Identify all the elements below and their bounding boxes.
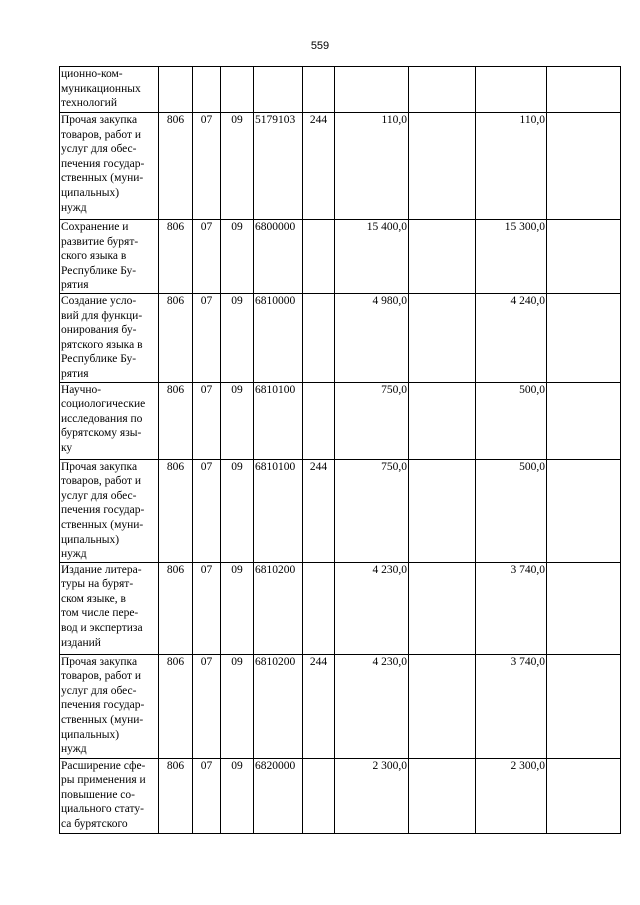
expense-type-cell: 244 — [303, 654, 335, 758]
amount-2-cell: 4 240,0 — [476, 293, 547, 382]
empty-cell — [547, 113, 621, 220]
table-row — [60, 113, 621, 220]
empty-cell — [547, 562, 621, 654]
empty-cell — [409, 562, 476, 654]
empty-cell — [409, 654, 476, 758]
table-row — [60, 758, 621, 833]
amount-2-cell: 110,0 — [476, 113, 547, 220]
amount-1-cell: 4 980,0 — [335, 293, 409, 382]
table-row — [60, 382, 621, 459]
subsection-code-cell: 09 — [221, 562, 254, 654]
empty-cell — [547, 382, 621, 459]
ved-code-cell: 806 — [159, 758, 193, 833]
table-row — [60, 654, 621, 758]
empty-cell — [409, 67, 476, 113]
ved-code-cell — [159, 67, 193, 113]
ved-code-cell: 806 — [159, 654, 193, 758]
amount-2-cell: 3 740,0 — [476, 654, 547, 758]
empty-cell — [409, 293, 476, 382]
empty-cell — [409, 113, 476, 220]
subsection-code-cell — [221, 67, 254, 113]
table-row — [60, 459, 621, 562]
amount-2-cell: 500,0 — [476, 459, 547, 562]
table-row — [60, 293, 621, 382]
target-article-cell: 6800000 — [254, 220, 303, 294]
subsection-code-cell: 09 — [221, 459, 254, 562]
expense-type-cell — [303, 67, 335, 113]
row-name-cell: Создание усло- вий для функци- онирования бу- рятского языка в Республике Бу- рятия — [60, 293, 159, 382]
row-name-cell: Прочая закупка товаров, работ и услуг для обес- печения государ- ственных (муни- ципальных) нужд — [60, 113, 159, 220]
subsection-code-cell: 09 — [221, 113, 254, 220]
empty-cell — [547, 220, 621, 294]
section-code-cell: 07 — [193, 293, 221, 382]
target-article-cell: 6810200 — [254, 654, 303, 758]
row-name-cell: Прочая закупка товаров, работ и услуг для обес- печения государ- ственных (муни- ципальных) нужд — [60, 459, 159, 562]
empty-cell — [409, 220, 476, 294]
expense-type-cell — [303, 220, 335, 294]
ved-code-cell: 806 — [159, 293, 193, 382]
ved-code-cell: 806 — [159, 220, 193, 294]
target-article-cell — [254, 67, 303, 113]
target-article-cell: 6810100 — [254, 459, 303, 562]
amount-1-cell: 4 230,0 — [335, 654, 409, 758]
empty-cell — [409, 459, 476, 562]
amount-2-cell: 3 740,0 — [476, 562, 547, 654]
amount-1-cell: 15 400,0 — [335, 220, 409, 294]
amount-1-cell: 110,0 — [335, 113, 409, 220]
empty-cell — [547, 654, 621, 758]
amount-2-cell — [476, 67, 547, 113]
section-code-cell: 07 — [193, 562, 221, 654]
subsection-code-cell: 09 — [221, 293, 254, 382]
ved-code-cell: 806 — [159, 113, 193, 220]
section-code-cell — [193, 67, 221, 113]
row-name-cell: Сохранение и развитие бурят- ского языка в Республике Бу- рятия — [60, 220, 159, 294]
amount-2-cell: 500,0 — [476, 382, 547, 459]
section-code-cell: 07 — [193, 758, 221, 833]
expense-type-cell: 244 — [303, 113, 335, 220]
target-article-cell: 6810100 — [254, 382, 303, 459]
target-article-cell: 5179103 — [254, 113, 303, 220]
empty-cell — [547, 758, 621, 833]
expense-type-cell: 244 — [303, 459, 335, 562]
subsection-code-cell: 09 — [221, 220, 254, 294]
subsection-code-cell: 09 — [221, 758, 254, 833]
table-body — [60, 67, 621, 834]
row-name-cell: Издание литера- туры на бурят- ском языке, в том числе пере- вод и экспертиза изданий — [60, 562, 159, 654]
section-code-cell: 07 — [193, 654, 221, 758]
section-code-cell: 07 — [193, 113, 221, 220]
amount-1-cell: 750,0 — [335, 382, 409, 459]
amount-2-cell: 15 300,0 — [476, 220, 547, 294]
ved-code-cell: 806 — [159, 459, 193, 562]
expense-type-cell — [303, 562, 335, 654]
empty-cell — [547, 67, 621, 113]
row-name-cell: Научно- социологические исследования по бурятскому язы- ку — [60, 382, 159, 459]
target-article-cell: 6810200 — [254, 562, 303, 654]
target-article-cell: 6820000 — [254, 758, 303, 833]
row-name-cell: ционно-ком- муникационных технологий — [60, 67, 159, 113]
empty-cell — [547, 459, 621, 562]
section-code-cell: 07 — [193, 382, 221, 459]
expense-type-cell — [303, 382, 335, 459]
subsection-code-cell: 09 — [221, 654, 254, 758]
amount-1-cell — [335, 67, 409, 113]
subsection-code-cell: 09 — [221, 382, 254, 459]
table-row — [60, 67, 621, 113]
page-number: 559 — [310, 40, 330, 52]
budget-table — [59, 66, 621, 834]
empty-cell — [409, 758, 476, 833]
section-code-cell: 07 — [193, 459, 221, 562]
ved-code-cell: 806 — [159, 562, 193, 654]
amount-1-cell: 2 300,0 — [335, 758, 409, 833]
section-code-cell: 07 — [193, 220, 221, 294]
amount-1-cell: 750,0 — [335, 459, 409, 562]
empty-cell — [547, 293, 621, 382]
expense-type-cell — [303, 293, 335, 382]
expense-type-cell — [303, 758, 335, 833]
empty-cell — [409, 382, 476, 459]
row-name-cell: Прочая закупка товаров, работ и услуг для обес- печения государ- ственных (муни- ципальных) нужд — [60, 654, 159, 758]
row-name-cell: Расширение сфе- ры применения и повышение со- циального стату- са бурятского — [60, 758, 159, 833]
table-row — [60, 562, 621, 654]
ved-code-cell: 806 — [159, 382, 193, 459]
table-row — [60, 220, 621, 294]
target-article-cell: 6810000 — [254, 293, 303, 382]
amount-2-cell: 2 300,0 — [476, 758, 547, 833]
amount-1-cell: 4 230,0 — [335, 562, 409, 654]
